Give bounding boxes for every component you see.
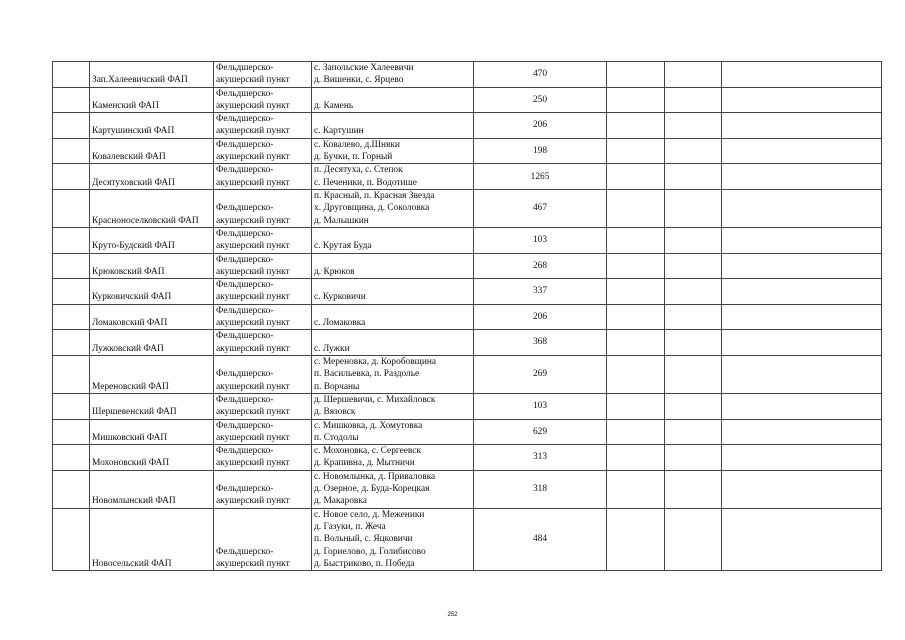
facility-type-line: акушерский пункт — [216, 407, 290, 418]
facility-type-line: Фельдшерско- — [216, 446, 274, 457]
settlements-cell — [312, 279, 474, 305]
settlement-line: с. Запольские Халеевичи — [314, 63, 414, 73]
facility-name-cell: Десятуховский ФАП — [90, 164, 214, 190]
facility-type-line: Фельдшерско- — [216, 203, 274, 214]
settlement-line: с. Мохоновка, с. Сергеевск — [314, 446, 422, 457]
empty-cell — [607, 508, 665, 570]
table-row — [53, 279, 882, 305]
population-cell: 337 — [474, 279, 607, 305]
population-cell: 206 — [474, 113, 607, 139]
empty-cell — [607, 62, 665, 88]
facility-name-cell: Новомлынский ФАП — [90, 470, 214, 508]
population-cell: 103 — [474, 227, 607, 253]
facility-type-line: акушерский пункт — [216, 266, 290, 277]
empty-cell — [722, 445, 882, 471]
facility-type-cell — [214, 87, 312, 113]
empty-cell — [665, 279, 722, 305]
empty-cell — [665, 253, 722, 279]
settlement-line: д. Шершевичи, с. Михайловск — [314, 394, 436, 405]
facility-type-line: акушерский пункт — [216, 100, 290, 111]
settlement-line: с. Мереновка, д. Коробовщина — [314, 357, 437, 368]
facility-type-cell — [214, 330, 312, 356]
facility-type-line: акушерский пункт — [216, 177, 290, 188]
empty-cell — [607, 445, 665, 471]
facility-type-line: Фельдшерско- — [216, 63, 274, 73]
facility-type-cell — [214, 393, 312, 419]
settlement-line: с. Ковалево, д.Шняки — [314, 139, 400, 150]
empty-cell — [53, 355, 90, 393]
settlement-line: с. Ломаковка — [314, 318, 366, 329]
empty-cell — [722, 355, 882, 393]
table-row — [53, 470, 882, 508]
empty-cell — [53, 253, 90, 279]
empty-cell — [53, 138, 90, 164]
facility-type-line: акушерский пункт — [216, 215, 290, 226]
settlement-line: д. Бучки, п. Горный — [314, 152, 393, 163]
empty-cell — [665, 304, 722, 330]
facility-name-cell: Мишковский ФАП — [90, 419, 214, 445]
facility-type-cell — [214, 227, 312, 253]
settlement-line: с. Новое село, д. Меженики — [314, 509, 425, 520]
empty-cell — [607, 253, 665, 279]
empty-cell — [53, 62, 90, 88]
empty-cell — [607, 189, 665, 227]
facility-name-cell: Новосельский ФАП — [90, 508, 214, 570]
facility-type-line: акушерский пункт — [216, 343, 290, 354]
settlement-line: д. Крапивна, д. Мытничи — [314, 458, 415, 469]
population-cell: 313 — [474, 445, 607, 471]
settlement-line: д. Камень — [314, 100, 354, 111]
facility-name-cell: Каменский ФАП — [90, 87, 214, 113]
table-row — [53, 164, 882, 190]
settlements-cell — [312, 164, 474, 190]
empty-cell — [665, 355, 722, 393]
table-row — [53, 393, 882, 419]
settlement-line: д. Вишенки, с. Ярцево — [314, 75, 404, 86]
empty-cell — [607, 330, 665, 356]
empty-cell — [665, 62, 722, 88]
settlement-line: х. Друговщина, д. Соколовка — [314, 203, 430, 214]
empty-cell — [53, 330, 90, 356]
empty-cell — [607, 227, 665, 253]
settlement-line: с. Печеники, п. Водотише — [314, 177, 417, 188]
settlement-line: с. Новомлынка, д. Приваловка — [314, 471, 436, 482]
facility-name-cell: Лужковский ФАП — [90, 330, 214, 356]
population-cell: 103 — [474, 393, 607, 419]
empty-cell — [722, 113, 882, 139]
facility-type-line: Фельдшерско- — [216, 394, 274, 405]
table-row — [53, 62, 882, 88]
facility-name-cell: Круто-Будский ФАП — [90, 227, 214, 253]
facility-type-line: Фельдшерско- — [216, 420, 274, 431]
empty-cell — [607, 393, 665, 419]
facility-type-line: Фельдшерско- — [216, 305, 274, 316]
empty-cell — [607, 304, 665, 330]
facility-type-line: Фельдшерско- — [216, 331, 274, 342]
settlement-line: д. Крюков — [314, 266, 355, 277]
empty-cell — [53, 445, 90, 471]
population-cell: 368 — [474, 330, 607, 356]
empty-cell — [722, 253, 882, 279]
facility-type-line: акушерский пункт — [216, 496, 290, 507]
population-cell: 268 — [474, 253, 607, 279]
facility-type-cell — [214, 304, 312, 330]
settlement-line: п. Красный, п. Красная Звезда — [314, 191, 435, 202]
settlement-line: д. Макаровка — [314, 496, 367, 507]
settlements-cell — [312, 470, 474, 508]
settlements-cell — [312, 355, 474, 393]
settlement-line: п. Стодолы — [314, 432, 359, 443]
settlements-cell — [312, 253, 474, 279]
empty-cell — [53, 164, 90, 190]
facility-type-line: Фельдшерско- — [216, 139, 274, 150]
population-cell: 250 — [474, 87, 607, 113]
empty-cell — [665, 419, 722, 445]
empty-cell — [53, 419, 90, 445]
empty-cell — [53, 393, 90, 419]
facility-name-cell: Шершевенский ФАП — [90, 393, 214, 419]
empty-cell — [665, 227, 722, 253]
settlement-line: п. Вольный, с. Яцковичи — [314, 534, 413, 545]
facility-type-cell — [214, 355, 312, 393]
empty-cell — [53, 227, 90, 253]
empty-cell — [607, 87, 665, 113]
settlement-line: д. Газуки, п. Жеча — [314, 522, 386, 533]
population-cell: 318 — [474, 470, 607, 508]
facility-type-cell — [214, 62, 312, 88]
empty-cell — [722, 419, 882, 445]
facility-type-cell — [214, 445, 312, 471]
table-row — [53, 445, 882, 471]
table-row — [53, 113, 882, 139]
facility-type-cell — [214, 138, 312, 164]
population-cell: 1265 — [474, 164, 607, 190]
empty-cell — [665, 445, 722, 471]
facility-type-line: Фельдшерско- — [216, 484, 274, 495]
settlements-cell — [312, 62, 474, 88]
table-row — [53, 304, 882, 330]
table-row — [53, 419, 882, 445]
table-row — [53, 227, 882, 253]
empty-cell — [665, 113, 722, 139]
facility-type-line: акушерский пункт — [216, 292, 290, 303]
facility-type-line: акушерский пункт — [216, 126, 290, 137]
table-row — [53, 508, 882, 570]
table-row — [53, 253, 882, 279]
empty-cell — [53, 189, 90, 227]
empty-cell — [722, 393, 882, 419]
empty-cell — [607, 355, 665, 393]
settlement-line: с. Крутая Буда — [314, 241, 372, 252]
table-row — [53, 138, 882, 164]
facility-type-line: Фельдшерско- — [216, 88, 274, 99]
settlement-line: с. Картушин — [314, 126, 364, 137]
table-row — [53, 355, 882, 393]
empty-cell — [53, 304, 90, 330]
facility-type-cell — [214, 419, 312, 445]
empty-cell — [665, 189, 722, 227]
empty-cell — [665, 470, 722, 508]
facility-type-cell — [214, 189, 312, 227]
population-cell: 484 — [474, 508, 607, 570]
settlement-line: д. Вязовск — [314, 407, 356, 418]
settlements-cell — [312, 304, 474, 330]
settlements-cell — [312, 113, 474, 139]
settlements-cell — [312, 227, 474, 253]
facility-type-line: акушерский пункт — [216, 152, 290, 163]
table-row — [53, 330, 882, 356]
facility-type-cell — [214, 470, 312, 508]
facility-name-cell: Картушинский ФАП — [90, 113, 214, 139]
empty-cell — [722, 304, 882, 330]
settlements-cell — [312, 445, 474, 471]
empty-cell — [722, 189, 882, 227]
settlements-cell — [312, 393, 474, 419]
empty-cell — [722, 227, 882, 253]
settlement-line: д. Быстриково, п. Победа — [314, 558, 415, 569]
settlement-line: с. Курковичи — [314, 292, 366, 303]
empty-cell — [665, 138, 722, 164]
empty-cell — [722, 330, 882, 356]
facility-type-line: Фельдшерско- — [216, 280, 274, 291]
settlements-cell — [312, 330, 474, 356]
empty-cell — [665, 508, 722, 570]
settlement-line: д. Озерное, д. Буда-Корецкая — [314, 484, 430, 495]
facility-name-cell: Красноноселковский ФАП — [90, 189, 214, 227]
facility-name-cell: Ломаковский ФАП — [90, 304, 214, 330]
table-row — [53, 189, 882, 227]
settlement-line: д. Гориелово, д. Голибисово — [314, 546, 426, 557]
facility-name-cell: Зап.Халеевичский ФАП — [90, 62, 214, 88]
facility-type-cell — [214, 113, 312, 139]
facility-type-line: Фельдшерско- — [216, 165, 274, 176]
empty-cell — [607, 470, 665, 508]
settlements-cell — [312, 189, 474, 227]
settlement-line: п. Ворчаны — [314, 381, 360, 392]
facility-type-line: Фельдшерско- — [216, 254, 274, 265]
empty-cell — [722, 164, 882, 190]
empty-cell — [665, 164, 722, 190]
facility-type-cell — [214, 164, 312, 190]
facility-name-cell: Крюковский ФАП — [90, 253, 214, 279]
facility-type-cell — [214, 253, 312, 279]
settlements-cell — [312, 508, 474, 570]
empty-cell — [722, 138, 882, 164]
facility-type-line: акушерский пункт — [216, 241, 290, 252]
facility-type-cell — [214, 508, 312, 570]
population-cell: 629 — [474, 419, 607, 445]
settlement-line: с. Мишковка, д. Хомутовка — [314, 420, 423, 431]
facility-name-cell: Мереновский ФАП — [90, 355, 214, 393]
settlement-line: п. Васильевка, п. Раздолье — [314, 369, 420, 380]
settlements-cell — [312, 419, 474, 445]
settlement-line: п. Десятуха, с. Степок — [314, 165, 403, 176]
facility-type-line: акушерский пункт — [216, 458, 290, 469]
facility-type-line: Фельдшерско- — [216, 369, 274, 380]
settlement-line: с. Лужки — [314, 343, 350, 354]
settlements-cell — [312, 87, 474, 113]
facility-type-line: акушерский пункт — [216, 432, 290, 443]
facility-type-line: акушерский пункт — [216, 318, 290, 329]
facility-type-line: акушерский пункт — [216, 558, 290, 569]
empty-cell — [607, 138, 665, 164]
facility-type-line: акушерский пункт — [216, 381, 290, 392]
empty-cell — [607, 113, 665, 139]
empty-cell — [53, 279, 90, 305]
population-cell: 467 — [474, 189, 607, 227]
facility-name-cell: Ковалевский ФАП — [90, 138, 214, 164]
settlement-line: д. Малышкин — [314, 215, 369, 226]
population-cell: 470 — [474, 62, 607, 88]
population-cell: 198 — [474, 138, 607, 164]
population-cell: 206 — [474, 304, 607, 330]
table-body — [53, 62, 882, 571]
empty-cell — [607, 419, 665, 445]
fap-table — [52, 61, 882, 571]
population-cell: 269 — [474, 355, 607, 393]
facility-type-line: Фельдшерско- — [216, 546, 274, 557]
facility-type-line: Фельдшерско- — [216, 114, 274, 125]
table-row — [53, 87, 882, 113]
empty-cell — [53, 508, 90, 570]
facility-name-cell: Курковичский ФАП — [90, 279, 214, 305]
empty-cell — [665, 87, 722, 113]
empty-cell — [722, 470, 882, 508]
empty-cell — [53, 470, 90, 508]
facility-name-cell: Мохоновский ФАП — [90, 445, 214, 471]
facility-type-line: акушерский пункт — [216, 75, 290, 86]
empty-cell — [53, 87, 90, 113]
empty-cell — [722, 279, 882, 305]
empty-cell — [722, 87, 882, 113]
empty-cell — [722, 62, 882, 88]
page-number: 252 — [447, 612, 458, 618]
empty-cell — [53, 113, 90, 139]
facility-type-cell — [214, 279, 312, 305]
empty-cell — [722, 508, 882, 570]
empty-cell — [607, 164, 665, 190]
empty-cell — [607, 279, 665, 305]
empty-cell — [665, 330, 722, 356]
settlements-cell — [312, 138, 474, 164]
empty-cell — [665, 393, 722, 419]
facility-type-line: Фельдшерско- — [216, 228, 274, 239]
